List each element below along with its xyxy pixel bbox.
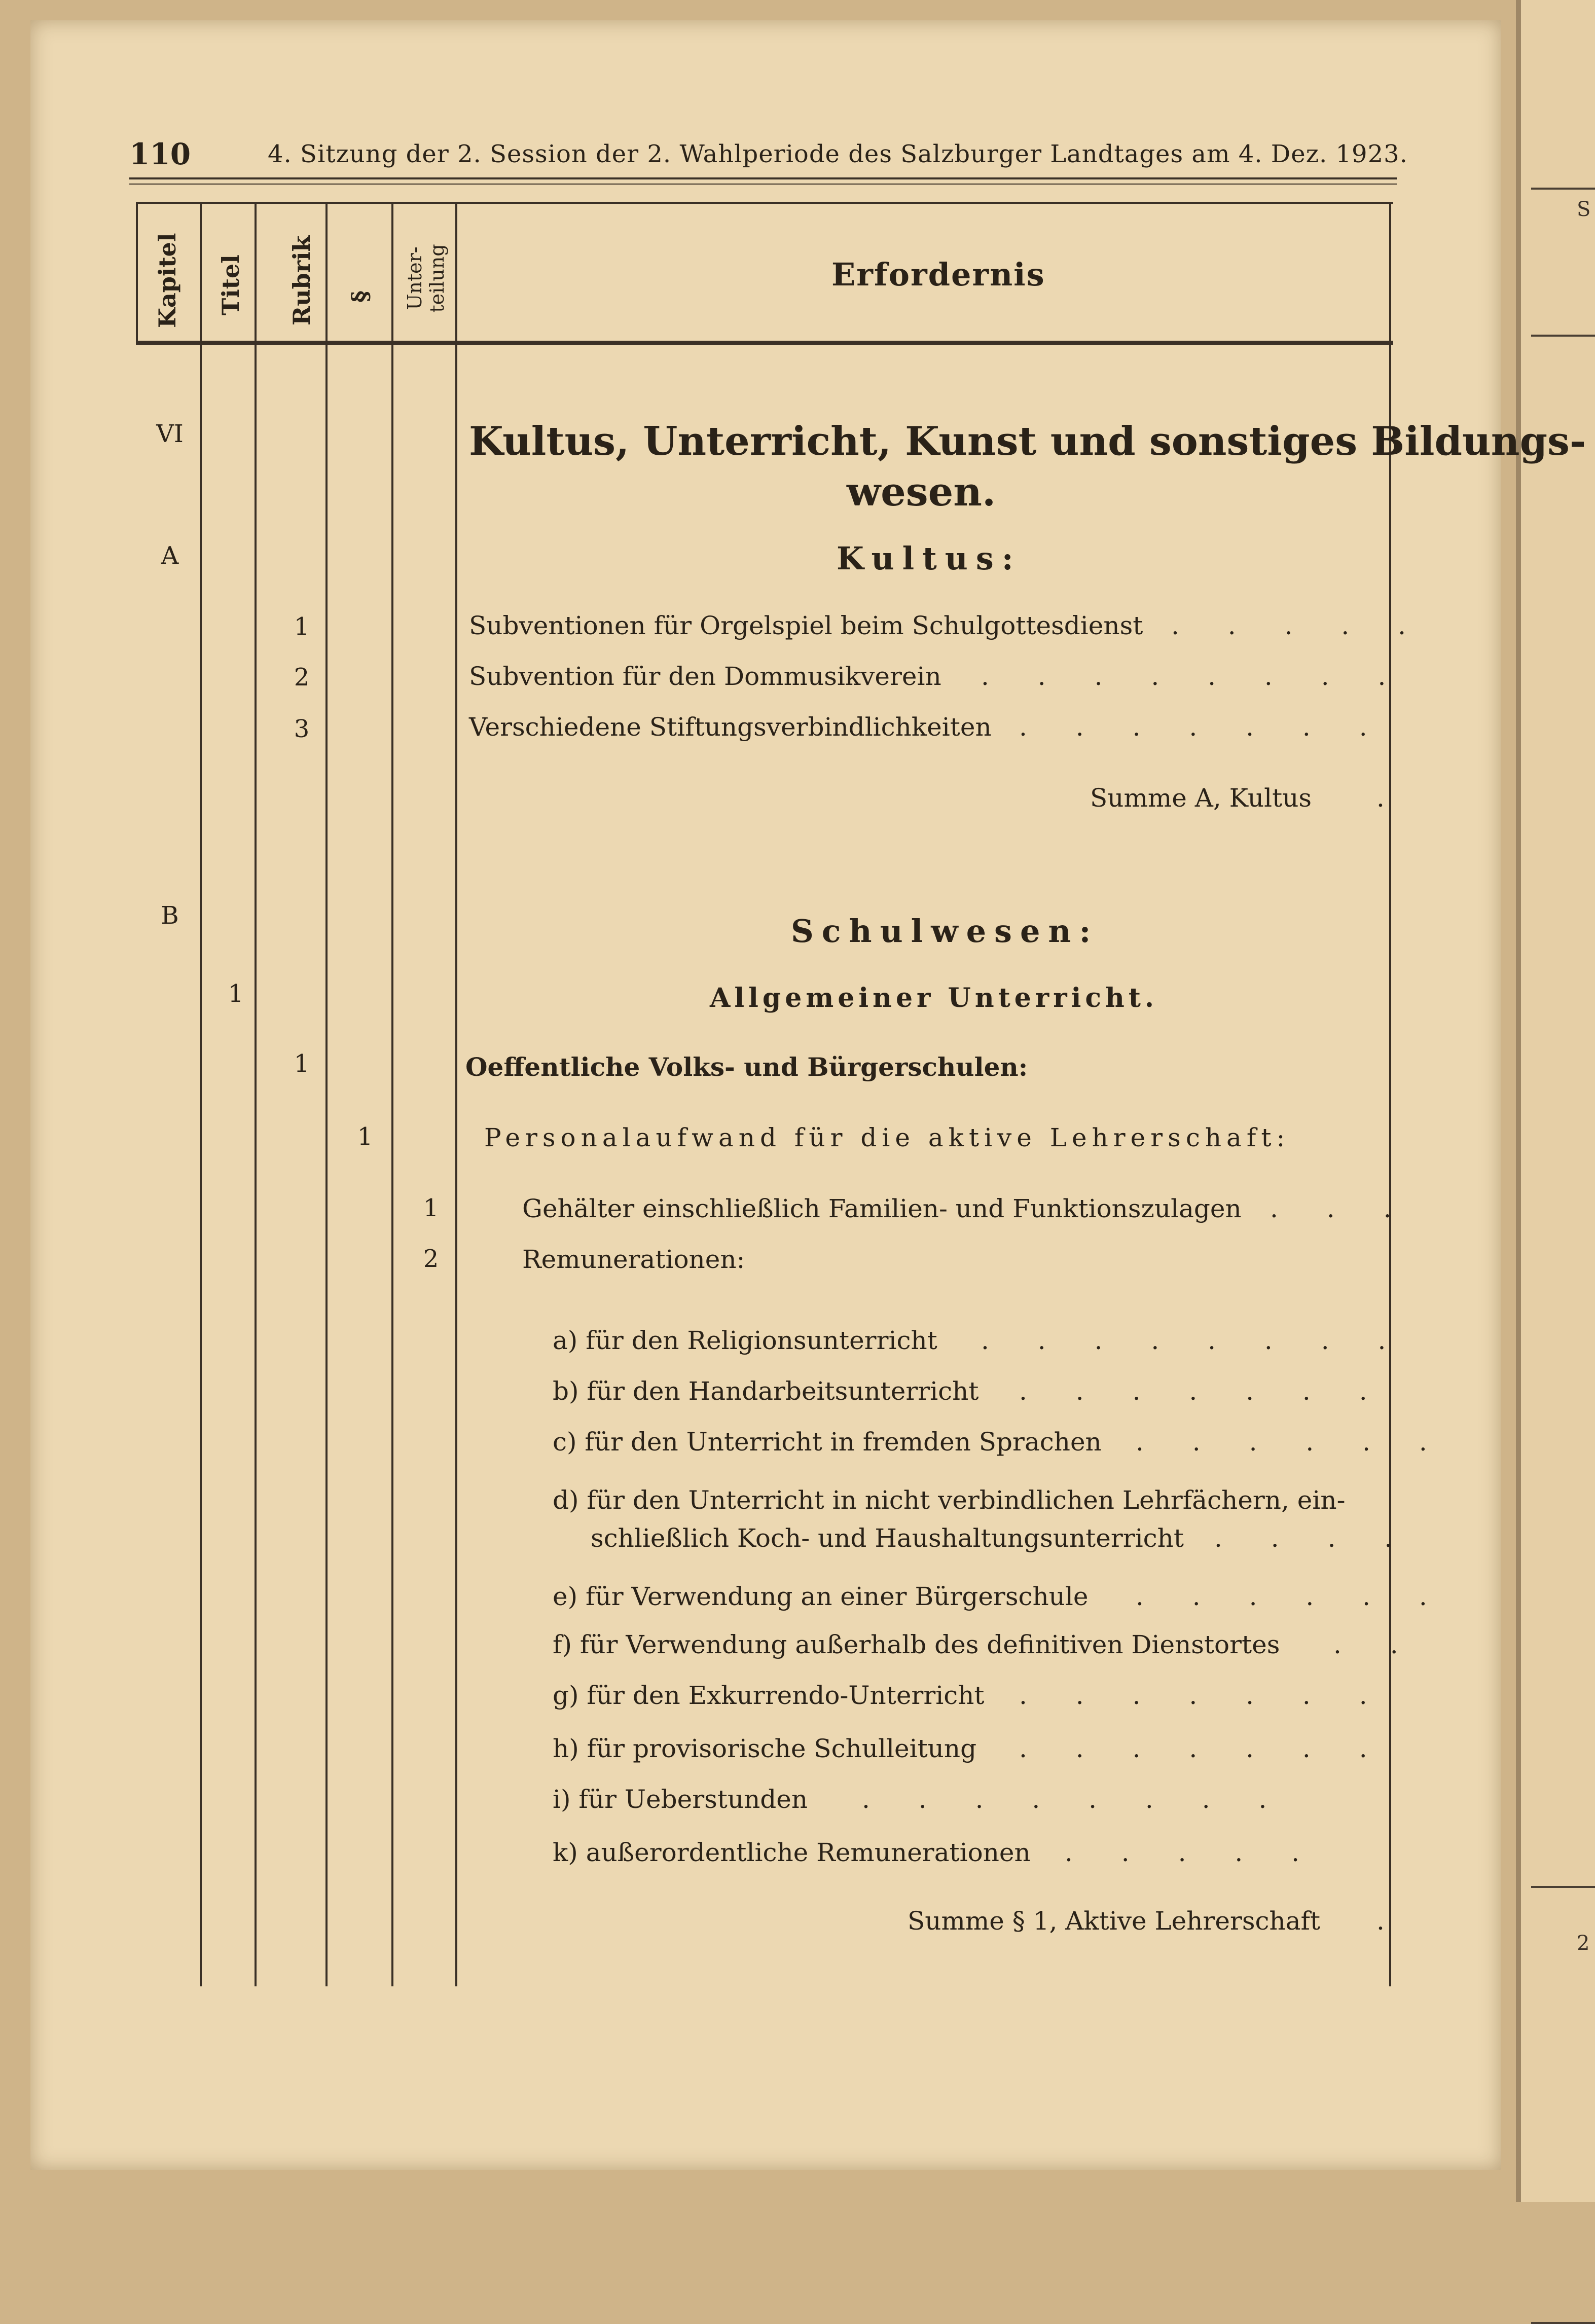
section-title-line2: wesen. xyxy=(847,469,996,515)
running-title: 4. Sitzung der 2. Session der 2. Wahlperiode des Salzburger Landtages am 4. Dez. 1923. xyxy=(268,140,1408,168)
allgemeiner-unterricht: Allgemeiner Unterricht. xyxy=(710,983,1158,1013)
sub-a: a) für den Religionsunterricht xyxy=(553,1326,937,1355)
leader-dots: . . . . . . xyxy=(1136,1582,1447,1611)
sub-k: k) außerordentliche Remunerationen xyxy=(553,1838,1031,1867)
leader-dots: . . . . . . . xyxy=(1019,1376,1388,1406)
kultus-heading: Kultus: xyxy=(837,540,1022,577)
sub-d-line2: schließlich Koch- und Haushaltungsunterricht xyxy=(591,1523,1184,1553)
col-line-kapitel xyxy=(200,202,202,1986)
summe-paragraph-1: Summe § 1, Aktive Lehrerschaft xyxy=(908,1906,1321,1936)
schulwesen-heading: Schulwesen: xyxy=(791,913,1099,950)
leader-dots: . xyxy=(1376,1906,1405,1936)
personalaufwand: Personalaufwand für die aktive Lehrerschaft: xyxy=(484,1123,1290,1152)
rubrik-1: 1 xyxy=(294,612,310,641)
page-number: 110 xyxy=(129,137,191,171)
col-line-unterteilung xyxy=(455,202,457,1986)
rubrik-2: 2 xyxy=(294,663,310,692)
header-rule xyxy=(129,177,1397,179)
item-dommusikverein: Subvention für den Dommusikverein xyxy=(469,662,941,691)
unterteilung-2: 2 xyxy=(423,1245,439,1273)
leader-dots: . xyxy=(1376,783,1405,813)
col-header-kapitel: Kapitel xyxy=(154,233,181,328)
remunerationen: Remunerationen: xyxy=(522,1245,745,1274)
sub-f: f) für Verwendung außerhalb des definitiven Dienstortes xyxy=(553,1630,1280,1659)
section-title-line1: Kultus, Unterricht, Kunst und sonstiges Bildungs- xyxy=(469,418,1586,464)
gehaelter: Gehälter einschließlich Familien- und Funktionszulagen xyxy=(522,1194,1242,1223)
col-header-erfordernis: Erfordernis xyxy=(831,256,1045,293)
leader-dots: . . . . . . . . xyxy=(981,1326,1406,1355)
leader-dots: . . . . . . xyxy=(1136,1427,1447,1457)
table-header-border xyxy=(136,341,1393,345)
volks-buergerschulen: Oeffentliche Volks- und Bürgerschulen: xyxy=(465,1052,1028,1082)
col-header-paragraph: § xyxy=(346,290,374,303)
leader-dots: . . . . xyxy=(1214,1523,1413,1553)
leader-dots: . . . . . . . xyxy=(1019,1681,1388,1710)
col-header-rubrik: Rubrik xyxy=(288,235,315,325)
leader-dots: . . . . . . . . xyxy=(862,1785,1287,1814)
unterteilung-1: 1 xyxy=(423,1194,439,1222)
col-header-unterteilung: Unter-teilung xyxy=(404,244,448,313)
leader-dots: . . . . . . . xyxy=(1019,1734,1388,1763)
leader-dots: . . . . . . . xyxy=(1019,712,1388,742)
item-orgelspiel: Subventionen für Orgelspiel beim Schulgottesdienst xyxy=(469,611,1143,640)
rubrik-3: 3 xyxy=(294,715,310,743)
col-line-rubrik xyxy=(325,202,328,1986)
col-line-titel xyxy=(255,202,257,1986)
sub-c: c) für den Unterricht in fremden Sprachen xyxy=(553,1427,1102,1457)
rubrik-b1: 1 xyxy=(294,1049,310,1078)
summe-a: Summe A, Kultus xyxy=(1090,783,1312,813)
col-line-paragraph xyxy=(391,202,393,1986)
leader-dots: . . . . . xyxy=(1171,611,1427,640)
header-rule-thin xyxy=(129,184,1397,185)
leader-dots: . . . . . xyxy=(1065,1838,1320,1867)
col-header-titel: Titel xyxy=(217,255,244,315)
titel-1: 1 xyxy=(228,979,244,1008)
sub-i: i) für Ueberstunden xyxy=(553,1785,808,1814)
col-line-left xyxy=(136,202,138,345)
sub-g: g) für den Exkurrendo-Unterricht xyxy=(553,1681,985,1710)
sub-e: e) für Verwendung an einer Bürgerschule xyxy=(553,1582,1089,1611)
leader-dots: . . . . . . . . xyxy=(981,662,1406,691)
sub-h: h) für provisorische Schulleitung xyxy=(553,1734,977,1763)
item-stiftungen: Verschiedene Stiftungsverbindlichkeiten xyxy=(469,712,992,742)
table-top-border xyxy=(136,202,1393,204)
paragraph-1: 1 xyxy=(357,1122,373,1151)
sub-d-line1: d) für den Unterricht in nicht verbindlichen Lehrfächern, ein- xyxy=(553,1485,1346,1515)
leader-dots: . . . xyxy=(1270,1194,1412,1223)
sub-b: b) für den Handarbeitsunterricht xyxy=(553,1376,979,1406)
kapitel-vi: VI xyxy=(156,420,184,448)
adjacent-page-edge xyxy=(1516,0,1595,2202)
edge-mark-top: S xyxy=(1577,198,1591,221)
kapitel-a: A xyxy=(161,541,179,570)
leader-dots: . . xyxy=(1333,1630,1419,1659)
col-line-right xyxy=(1389,202,1391,1986)
kapitel-b: B xyxy=(161,901,179,930)
edge-mark-bottom: 2 xyxy=(1577,1932,1590,1955)
